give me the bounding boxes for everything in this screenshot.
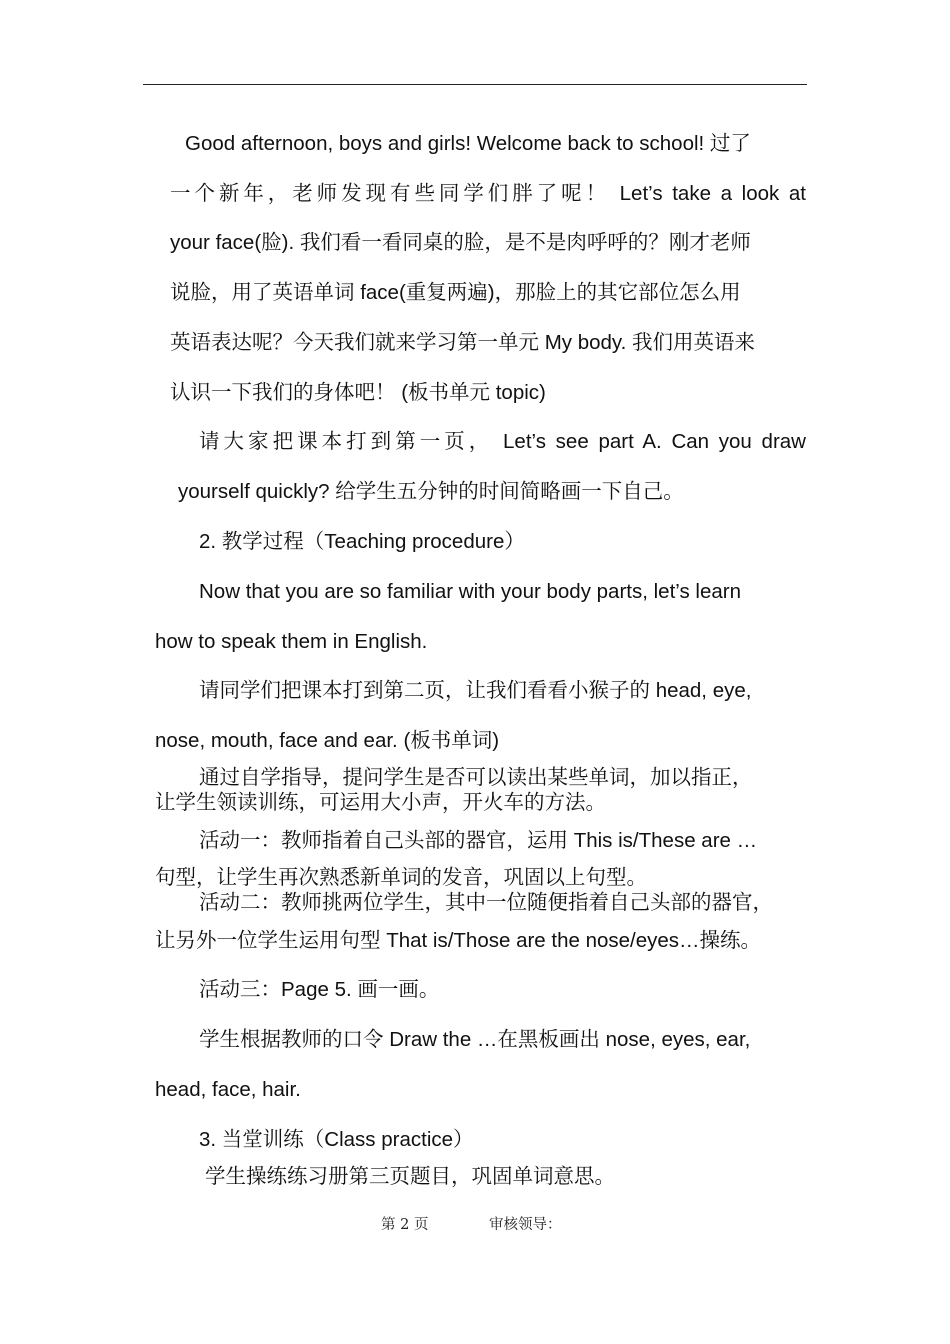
- body-line: nose, mouth, face and ear. (板书单词): [155, 729, 500, 752]
- body-line: 句型，让学生再次熟悉新单词的发音，巩固以上句型。: [155, 866, 647, 889]
- body-line: yourself quickly? 给学生五分钟的时间简略画一下自己。: [178, 480, 684, 503]
- body-line: 请同学们把课本打到第二页，让我们看看小猴子的 head, eye,: [199, 679, 752, 702]
- body-line: 活动二：教师挑两位学生，其中一位随便指着自己头部的器官，: [199, 891, 773, 914]
- body-line: how to speak them in English.: [155, 630, 428, 653]
- body-line: 让学生领读训练，可运用大小声，开火车的方法。: [155, 791, 606, 814]
- body-line: 活动一：教师指着自己头部的器官，运用 This is/These are …: [199, 829, 758, 852]
- body-line: 让另外一位学生运用句型 That is/Those are the nose/eyes…操练。: [155, 929, 762, 952]
- body-line: 英语表达呢？今天我们就来学习第一单元 My body. 我们用英语来: [170, 331, 756, 354]
- section-heading: 2. 教学过程（Teaching procedure）: [199, 530, 525, 553]
- body-line: head, face, hair.: [155, 1078, 301, 1101]
- review-label: 审核领导：: [489, 1217, 562, 1233]
- header-rule: [143, 84, 807, 85]
- body-line: your face(脸). 我们看一看同桌的脸，是不是肉呼呼的？刚才老师: [170, 231, 751, 254]
- body-line: Now that you are so familiar with your body parts, let’s learn: [199, 580, 741, 603]
- body-line: 请大家把课本打到第一页， Let’s see part A. Can you draw: [199, 430, 806, 453]
- body-line: 通过自学指导，提问学生是否可以读出某些单词，加以指正，: [199, 766, 753, 789]
- body-line: 学生根据教师的口令 Draw the …在黑板画出 nose, eyes, ear,: [199, 1028, 751, 1051]
- page-number: 第 2 页: [381, 1217, 429, 1233]
- body-line: 一个新年，老师发现有些同学们胖了呢！ Let’s take a look at: [170, 182, 806, 205]
- body-line: Good afternoon, boys and girls! Welcome back to school! 过了: [185, 132, 751, 155]
- body-line: 认识一下我们的身体吧！ (板书单元 topic): [170, 381, 546, 404]
- body-line: 活动三：Page 5. 画一画。: [199, 978, 440, 1001]
- section-heading: 3. 当堂训练（Class practice）: [199, 1128, 474, 1151]
- body-line: 学生操练练习册第三页题目，巩固单词意思。: [205, 1165, 615, 1188]
- body-line: 说脸，用了英语单词 face(重复两遍)，那脸上的其它部位怎么用: [170, 281, 741, 304]
